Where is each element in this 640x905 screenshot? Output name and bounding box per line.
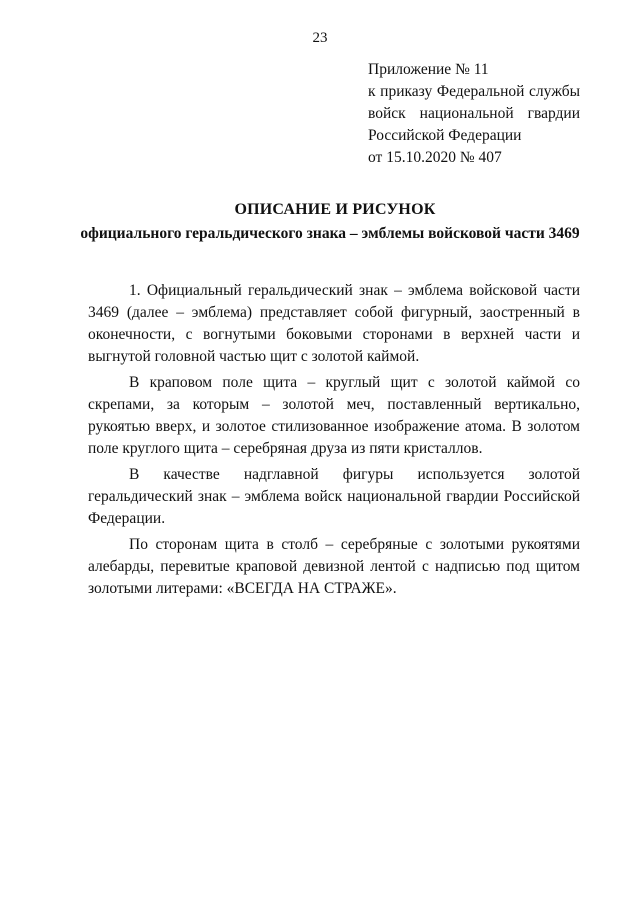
page-number: 23 [312, 30, 328, 46]
appendix-date-number: от 15.10.2020 № 407 [368, 149, 502, 166]
paragraph-4: По сторонам щита в столб – серебряные с золотыми рукоятями алебарды, перевитые краповой девизной лентой с надписью под щитом золотыми литерами: «ВСЕГДА НА СТРАЖЕ». [88, 536, 580, 597]
document-body [88, 280, 580, 600]
document-subtitle: официального геральдического знака – эмблемы войсковой части 3469 [80, 225, 580, 242]
appendix-country: Российской Федерации [368, 127, 522, 144]
document-title: ОПИСАНИЕ И РИСУНОК [234, 201, 436, 218]
appendix-order-ref: к приказу Федеральной службы [368, 83, 580, 100]
appendix-block [368, 59, 580, 169]
paragraph-2: В краповом поле щита – круглый щит с золотой каймой со скрепами, за которым – золотой меч, поставленный вертикально, рукоятью вверх, и золотое стилизованное изображение атома. В золотом поле круглого щита – серебряная друза из пяти кристаллов. [88, 374, 580, 457]
appendix-service-name: войск национальной гвардии [368, 105, 580, 122]
paragraph-1: 1. Официальный геральдический знак – эмблема войсковой части 3469 (далее – эмблема) представляет собой фигурный, заостренный в оконечности, с вогнутыми боковыми сторонами в верхней части и выгнутой головной частью щит с золотой каймой. [88, 282, 580, 365]
paragraph-3: В качестве надглавной фигуры используется золотой геральдический знак – эмблема войск национальной гвардии Российской Федерации. [88, 466, 580, 527]
appendix-title: Приложение № 11 [368, 61, 489, 78]
